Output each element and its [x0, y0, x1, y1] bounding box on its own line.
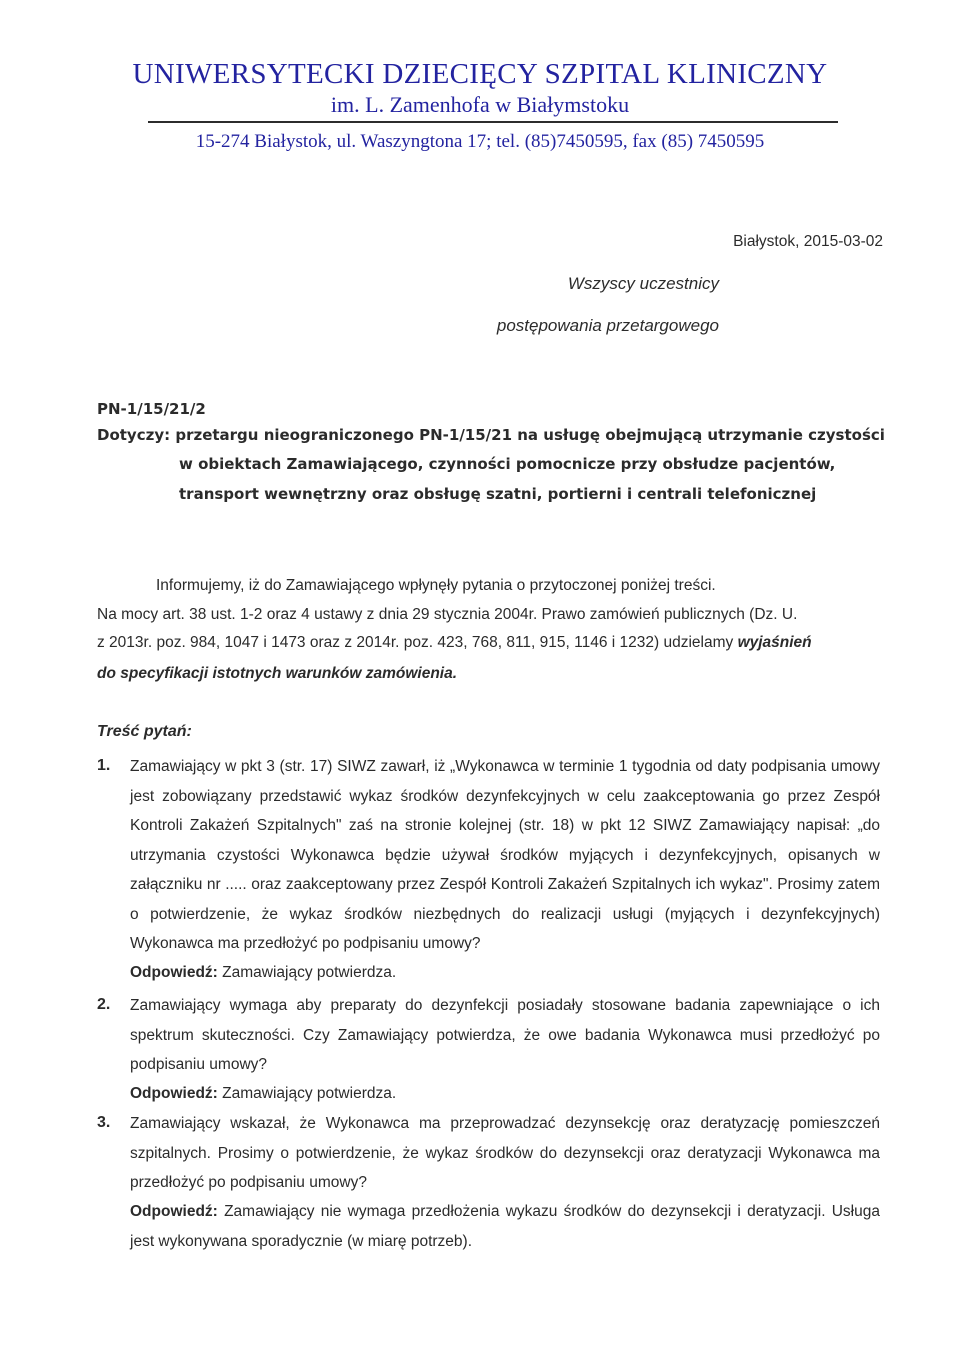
recipient-line-2: postępowania przetargowego — [496, 316, 719, 335]
intro-line-3 — [97, 634, 812, 652]
intro-line-3-text: z 2013r. poz. 984, 1047 i 1473 oraz z 2014r. poz. 423, 768, 811, 915, 1146 i 1232) udzielamy — [97, 634, 738, 651]
intro-emphasis: wyjaśnień — [737, 634, 812, 651]
intro-line-2: Na mocy art. 38 ust. 1-2 oraz 4 ustawy z dnia 29 stycznia 2004r. Prawo zamówień publicznych (Dz. U. — [97, 606, 798, 623]
answer-1-label: Odpowiedź: — [130, 964, 218, 981]
answer-2-label: Odpowiedź: — [130, 1085, 218, 1102]
answer-2-text: Zamawiający potwierdza. — [222, 1085, 397, 1102]
subject-line-3: transport wewnętrzny oraz obsługę szatni, portierni i centrali telefonicznej — [179, 485, 817, 503]
recipient-line-1: Wszyscy uczestnicy — [567, 274, 719, 293]
answer-3-label: Odpowiedź: — [130, 1203, 218, 1220]
question-3-text: Zamawiający wskazał, że Wykonawca ma przeprowadzać dezynsekcję oraz deratyzację pomieszczeń szpitalnych. Prosimy o potwierdzenie, że wykaz środków do dezynsekcji oraz deratyzacji Wykonawca ma przedłożyć po podpisaniu umowy? — [130, 1115, 880, 1191]
questions-heading: Treść pytań: — [97, 723, 192, 740]
intro-line-1: Informujemy, iż do Zamawiającego wpłynęły pytania o przytoczonej poniżej treści. — [156, 577, 716, 594]
institution-name: UNIWERSYTECKI DZIECIĘCY SZPITAL KLINICZNY — [132, 58, 828, 90]
institution-subtitle: im. L. Zamenhofa w Białymstoku — [330, 92, 630, 117]
institution-address: 15-274 Białystok, ul. Waszyngtona 17; tel. (85)7450595, fax (85) 7450595 — [195, 131, 765, 152]
answer-2 — [130, 1079, 880, 1109]
question-2-text: Zamawiający wymaga aby preparaty do dezynfekcji posiadały stosowane badania zapewniające o ich spektrum skuteczności. Czy Zamawiający potwierdza, że owe badania Wykonawca musi przedłożyć po podpisaniu umowy? — [130, 997, 880, 1073]
answer-1-text: Zamawiający potwierdza. — [222, 964, 397, 981]
answer-3-text: Zamawiający nie wymaga przedłożenia wykazu środków do dezynsekcji i deratyzacji. Usługa jest wykonywana sporadycznie (w miarę potrzeb). — [130, 1203, 880, 1250]
question-1-text: Zamawiający w pkt 3 (str. 17) SIWZ zawarł, iż „Wykonawca w terminie 1 tygodnia od daty podpisania umowy jest zobowiązany przedstawić wykaz środków dezynfekcyjnych w celu zaakceptowania go przez Zespół Kontroli Zakażeń Szpitalnych" zaś na stronie kolejnej (str. 18) w pkt 12 SIWZ Zamawiający napisał: „do utrzymania czystości Wykonawca będzie używał środków myjących i dezynfekcyjnych, opisanych w załączniku nr ..... oraz zaakceptowany przez Zespół Kontroli Zakażeń Szpitalnych ich wykaz". Prosimy zatem o potwierdzenie, że wykaz środków niezbędnych do realizacji usługi (myjących i dezynfekcyjnych) Wykonawca ma przedłożyć po podpisaniu umowy? — [130, 758, 880, 952]
question-2-number: 2. — [97, 996, 111, 1013]
intro-line-4: do specyfikacji istotnych warunków zamówienia. — [97, 665, 458, 682]
subject-line-2: w obiektach Zamawiającego, czynności pomocnicze przy obsłudze pacjentów, — [179, 455, 836, 473]
reference-number: PN-1/15/21/2 — [97, 400, 206, 418]
question-1-number: 1. — [97, 757, 111, 774]
question-3-number: 3. — [97, 1114, 111, 1131]
subject-line-1: Dotyczy: przetargu nieograniczonego PN-1/15/21 na usługę obejmującą utrzymanie czystości — [97, 426, 885, 444]
answer-3 — [130, 1197, 880, 1256]
answer-1 — [130, 958, 880, 988]
letter-date: Białystok, 2015-03-02 — [733, 233, 883, 250]
header-divider — [148, 121, 838, 123]
